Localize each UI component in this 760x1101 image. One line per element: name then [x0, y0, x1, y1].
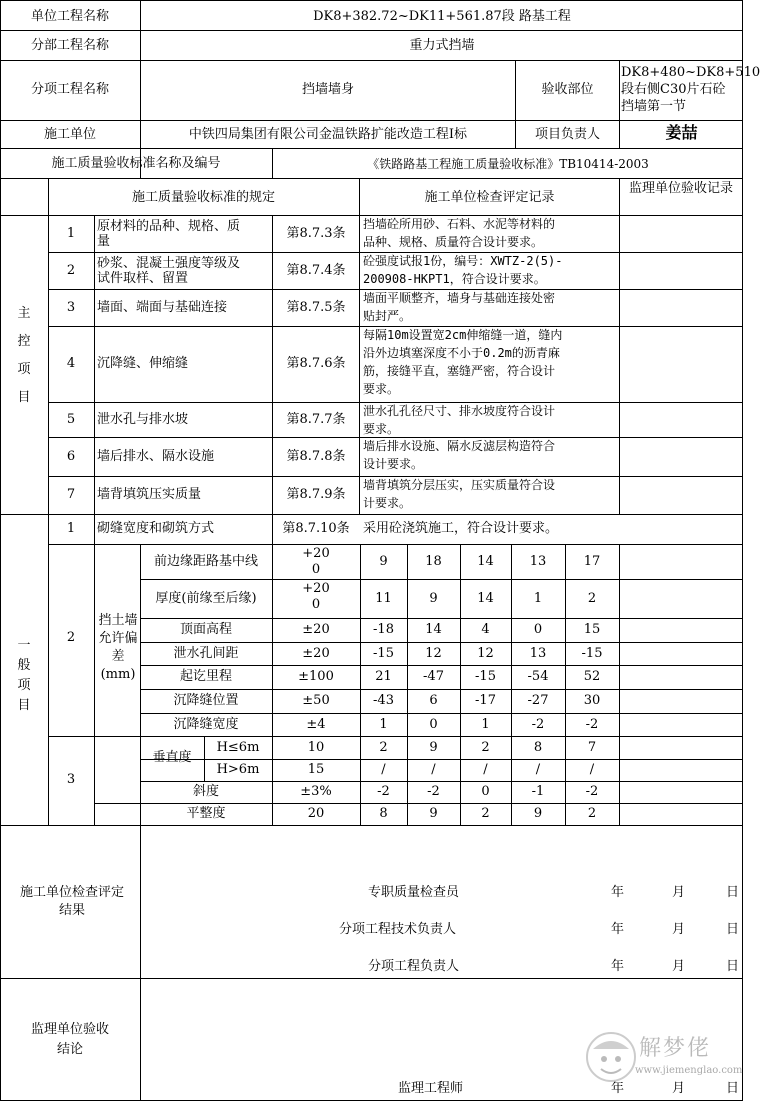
measured-value: / — [483, 762, 488, 777]
measured-value: 15 — [583, 622, 601, 637]
main-item-name: 墙面、端面与基础连接 — [97, 299, 228, 315]
main-item-no: 1 — [66, 225, 76, 241]
measured-value: -2 — [585, 716, 599, 732]
measured-value: 2 — [587, 806, 597, 821]
general-item-1-clause: 第8.7.10条 — [282, 521, 350, 536]
general-item-1-no: 1 — [66, 521, 76, 536]
tolerance-limit: ±4 — [306, 716, 326, 732]
measured-value: 18 — [425, 553, 442, 569]
measured-value: / — [535, 762, 541, 777]
main-item-no: 2 — [66, 262, 76, 278]
quality-inspector-label: 专职质量检查员 — [368, 885, 460, 900]
watermark-url: www.jiemenglao.com — [635, 1065, 743, 1076]
measured-value: / — [589, 762, 595, 777]
grid-line-v — [619, 178, 620, 515]
main-item-clause: 第8.7.3条 — [286, 225, 346, 241]
standard-value: 《铁路路基工程施工质量验收标准》TB10414-2003 — [367, 157, 649, 171]
tolerance-limit: 20 — [307, 806, 325, 821]
measured-value: -2 — [377, 784, 390, 799]
grid-line-h — [0, 120, 742, 121]
measured-value: 8 — [379, 806, 388, 821]
grid-line-v — [360, 544, 361, 825]
measured-value: 52 — [583, 669, 601, 684]
standard-rules-header: 施工质量验收标准的规定 — [131, 190, 275, 205]
main-item-record: 墙后排水设施、隔水反滤层构造符合 — [363, 439, 556, 453]
tech-leader-label: 分项工程技术负责人 — [339, 922, 457, 937]
main-item-clause: 第8.7.5条 — [286, 299, 346, 315]
measured-value: 2 — [481, 739, 490, 755]
grid-line-v — [511, 544, 512, 825]
main-item-name: 墙背填筑压实质量 — [97, 487, 202, 502]
measured-value: 21 — [375, 669, 392, 684]
tolerance-limit: ±100 — [298, 669, 334, 684]
acceptance-part-line1: DK8+480~DK8+510 — [621, 65, 760, 80]
grid-line-h — [94, 803, 742, 804]
tolerance-limit: 15 — [307, 762, 325, 777]
measured-value: 13 — [529, 553, 547, 569]
grid-line-h — [0, 514, 742, 515]
unit-project-label: 单位工程名称 — [30, 9, 109, 24]
measured-value: 9 — [379, 553, 388, 569]
project-leader-label: 项目负责人 — [534, 127, 600, 142]
tolerance-item-name: 前边缘距路基中线 — [153, 553, 258, 569]
grid-line-h — [140, 759, 742, 760]
measured-value: 11 — [375, 590, 392, 606]
tolerance-item-name: 沉降缝位置 — [173, 693, 239, 708]
main-item-record: 墙背填筑分层压实，压实质量符合设 — [363, 478, 556, 492]
main-item-name: 原材料的品种、规格、质 — [97, 219, 241, 234]
main-item-record: 挡墙砼所用砂、石料、水泥等材料的 — [363, 217, 556, 231]
main-item-no: 6 — [66, 448, 76, 464]
project-leader-signature: 姜喆 — [665, 123, 698, 142]
supervision-record-header: 监理单位验收记录 — [628, 181, 733, 196]
tolerance-limit: 0 — [311, 597, 321, 612]
vertical-condition: H>6m — [216, 762, 260, 777]
construction-result-label: 施工单位检查评定结果 — [19, 885, 124, 918]
measured-value: 0 — [533, 622, 543, 637]
main-item-name: 墙后排水、隔水设施 — [97, 448, 215, 464]
item-leader-label: 分项工程负责人 — [368, 959, 460, 974]
watermark-brand: 解梦佬 — [639, 1036, 712, 1061]
grid-line-h — [140, 665, 742, 666]
main-item-record: 砼强度试报1份，编号：XWTZ-2(5)- — [363, 254, 563, 268]
date-month-mark: 月 — [672, 922, 686, 937]
item-project-label: 分项工程名称 — [30, 82, 109, 97]
measured-value: -1 — [531, 784, 545, 799]
grid-line-h — [0, 215, 742, 216]
grid-line-h — [0, 60, 742, 61]
grid-line-v — [619, 544, 620, 825]
measured-value: 9 — [429, 739, 438, 755]
measured-value: 2 — [379, 739, 388, 755]
vertical-condition: H≤6m — [216, 739, 260, 755]
measured-value: -17 — [475, 693, 496, 708]
grid-line-h — [140, 618, 742, 619]
main-item-record: 贴封严。 — [363, 309, 412, 323]
main-item-record: 沿外边填塞深度不小于0.2m的沥青麻 — [363, 346, 560, 360]
grid-line-h — [140, 689, 742, 690]
main-item-name: 量 — [97, 234, 111, 249]
main-item-name: 试件取样、留置 — [97, 271, 189, 286]
measured-value: 0 — [429, 716, 438, 732]
tolerance-limit: +20 — [302, 546, 330, 561]
measured-value: -15 — [475, 669, 496, 684]
main-item-clause: 第8.7.9条 — [286, 487, 346, 502]
measured-value: -15 — [373, 645, 394, 661]
measured-value: -2 — [585, 784, 599, 799]
date-day-mark: 日 — [726, 1081, 740, 1096]
measured-value: 4 — [481, 622, 490, 637]
measured-value: 9 — [429, 806, 438, 821]
date-month-mark: 月 — [672, 1081, 686, 1096]
sub-project-label: 分部工程名称 — [30, 38, 109, 53]
measured-value: 14 — [425, 622, 442, 637]
date-day-mark: 日 — [726, 922, 740, 937]
grid-line-v — [460, 544, 461, 825]
measured-value: 6 — [429, 693, 438, 708]
measured-value: 1 — [379, 716, 388, 732]
tolerance-limit: ±20 — [302, 645, 330, 661]
tolerance-item-name: 沉降缝宽度 — [173, 716, 239, 732]
measured-value: -2 — [427, 784, 440, 799]
main-item-clause: 第8.7.7条 — [286, 411, 346, 427]
main-item-no: 3 — [66, 299, 76, 315]
measured-value: 14 — [477, 590, 494, 606]
grid-line-h — [0, 0, 742, 1]
measured-value: 9 — [429, 590, 438, 606]
main-item-record: 筋，接缝平直，塞缝严密，符合设计 — [363, 364, 556, 378]
tolerance-limit: ±20 — [302, 622, 330, 637]
grid-line-v — [565, 544, 566, 825]
main-item-clause: 第8.7.4条 — [286, 262, 346, 278]
measured-value: 12 — [477, 645, 494, 661]
grid-line-h — [0, 825, 742, 826]
supervision-conclusion-label: 监理单位验收结论 — [30, 1022, 109, 1057]
grid-line-h — [0, 30, 742, 31]
check-record-header: 施工单位检查评定记录 — [424, 190, 555, 205]
date-month-mark: 月 — [672, 959, 686, 974]
main-control-label: 主控项目 — [17, 306, 31, 405]
date-day-mark: 日 — [726, 885, 740, 900]
date-year-mark: 年 — [611, 1081, 625, 1096]
date-day-mark: 日 — [726, 959, 740, 974]
measured-value: -54 — [527, 669, 549, 684]
grid-line-h — [48, 252, 742, 253]
grid-line-h — [140, 781, 742, 782]
grid-line-v — [140, 544, 141, 825]
general-item-2-no: 2 — [66, 630, 76, 645]
measured-value: 7 — [587, 739, 597, 755]
main-item-record: 每隔10m设置宽2cm伸缩缝一道，缝内 — [363, 328, 563, 342]
slope-label: 斜度 — [192, 784, 219, 799]
date-year-mark: 年 — [611, 885, 625, 900]
measured-value: -18 — [373, 622, 394, 637]
tolerance-item-name: 顶面高程 — [179, 622, 232, 637]
standard-label: 施工质量验收标准名称及编号 — [51, 156, 221, 171]
acceptance-part-label: 验收部位 — [541, 82, 594, 97]
main-item-record: 设计要求。 — [363, 457, 424, 471]
tolerance-item-name: 厚度(前缘至后缘) — [155, 590, 257, 606]
grid-line-h — [48, 326, 742, 327]
grid-line-v — [140, 825, 141, 1101]
general-item-1-record: 采用砼浇筑施工，符合设计要求。 — [363, 521, 559, 536]
measured-value: 13 — [529, 645, 547, 661]
construction-unit-label: 施工单位 — [43, 127, 96, 142]
grid-line-h — [48, 736, 742, 737]
main-item-clause: 第8.7.8条 — [286, 448, 346, 464]
general-item-1-name: 砌缝宽度和砌筑方式 — [97, 521, 215, 536]
tolerance-limit: 10 — [307, 739, 325, 755]
main-item-record: 200908-HKPT1，符合设计要求。 — [363, 272, 546, 286]
general-items-label: 一般项目 — [17, 638, 31, 713]
main-item-no: 5 — [66, 411, 76, 427]
acceptance-part-line2: 段右侧C30片石砼 — [621, 82, 726, 97]
acceptance-part-line3: 挡墙第一节 — [621, 99, 687, 114]
measured-value: 8 — [533, 739, 543, 755]
grid-line-h — [48, 402, 742, 403]
measured-value: -27 — [527, 693, 549, 708]
measured-value: 1 — [481, 716, 490, 732]
retaining-tolerance-label: 挡土墙允许偏差(mm) — [98, 613, 138, 682]
grid-line-v — [407, 544, 408, 825]
main-item-record: 要求。 — [363, 422, 400, 436]
main-item-name: 沉降缝、伸缩缝 — [97, 356, 189, 371]
tolerance-limit: +20 — [302, 581, 330, 596]
grid-line-v — [94, 215, 95, 825]
tolerance-item-name: 泄水孔间距 — [173, 645, 239, 661]
main-item-record: 泄水孔孔径尺寸、排水坡度符合设计 — [363, 404, 556, 418]
measured-value: 1 — [533, 590, 543, 606]
measured-value: -15 — [581, 645, 603, 661]
main-item-record: 品种、规格、质量符合设计要求。 — [363, 235, 544, 249]
grid-line-h — [48, 476, 742, 477]
main-item-record: 墙面平顺整齐，墙身与基础连接处密 — [363, 291, 556, 305]
main-item-record: 计要求。 — [363, 496, 412, 510]
flatness-label: 平整度 — [186, 806, 226, 821]
grid-line-h — [140, 713, 742, 714]
general-item-3-no: 3 — [66, 772, 76, 787]
dream-sage-logo-icon — [581, 1025, 641, 1085]
main-item-record: 要求。 — [363, 382, 400, 396]
grid-line-h — [0, 148, 742, 149]
grid-line-h — [48, 289, 742, 290]
date-year-mark: 年 — [611, 959, 625, 974]
grid-line-h — [140, 642, 742, 643]
measured-value: 14 — [477, 553, 494, 569]
vertical-label: 垂直度 — [152, 750, 192, 765]
measured-value: -2 — [531, 716, 545, 732]
main-item-no: 4 — [66, 356, 76, 371]
supervisor-label: 监理工程师 — [398, 1081, 464, 1096]
main-item-name: 砂浆、混凝土强度等级及 — [97, 256, 241, 271]
grid-line-h — [0, 178, 742, 179]
measured-value: / — [381, 762, 386, 777]
grid-line-h — [48, 437, 742, 438]
measured-value: 2 — [587, 590, 597, 606]
date-month-mark: 月 — [672, 885, 686, 900]
measured-value: 0 — [481, 784, 490, 799]
measured-value: -43 — [373, 693, 394, 708]
measured-value: 2 — [481, 806, 490, 821]
measured-value: 9 — [533, 806, 543, 821]
main-item-no: 7 — [66, 487, 76, 502]
grid-line-h — [140, 579, 742, 580]
grid-line-h — [0, 978, 742, 979]
measured-value: 17 — [583, 553, 601, 569]
site-watermark — [581, 1025, 743, 1087]
unit-project-value: DK8+382.72~DK11+561.87段 路基工程 — [313, 9, 571, 24]
tolerance-limit: ±50 — [302, 693, 330, 708]
tolerance-limit: 0 — [311, 562, 321, 577]
grid-line-h — [48, 544, 742, 545]
measured-value: -47 — [423, 669, 444, 684]
main-item-clause: 第8.7.6条 — [286, 356, 346, 371]
main-item-name: 泄水孔与排水坡 — [97, 411, 189, 427]
measured-value: 12 — [425, 645, 442, 661]
measured-value: / — [431, 762, 436, 777]
tolerance-limit: ±3% — [300, 784, 332, 799]
sub-project-value: 重力式挡墙 — [409, 38, 475, 53]
date-year-mark: 年 — [611, 922, 625, 937]
tolerance-item-name: 起讫里程 — [179, 669, 232, 684]
construction-unit-value: 中铁四局集团有限公司金温铁路扩能改造工程Ⅰ标 — [188, 127, 468, 142]
item-project-value: 挡墙墙身 — [301, 82, 354, 97]
measured-value: 30 — [583, 693, 601, 708]
